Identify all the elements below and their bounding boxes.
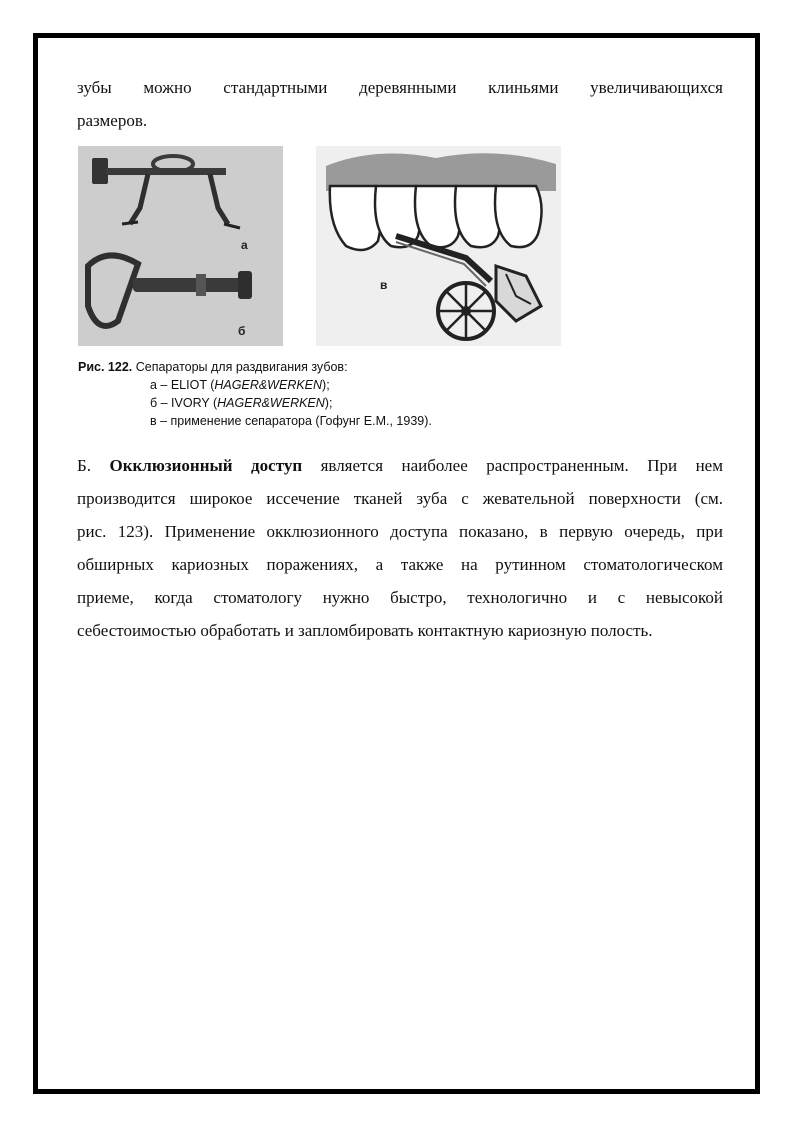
figure-label-a: а xyxy=(241,238,248,252)
paragraph-2-line-2: производится широкое иссечение тканей зуба с жевательной поверхности (см. xyxy=(77,489,723,508)
paragraph-2 xyxy=(77,449,723,647)
paragraph-1 xyxy=(77,71,723,137)
figure-caption-number: Рис. 122. xyxy=(78,360,133,374)
figure-122 xyxy=(78,146,568,436)
figure-caption-b: б – IVORY (HAGER&WERKEN); xyxy=(150,396,333,410)
figure-caption-title xyxy=(78,360,348,374)
figure-caption-c: в – применение сепаратора (Гофунг Е.М., 1939). xyxy=(150,414,432,428)
figure-caption-a: а – ELIOT (HAGER&WERKEN); xyxy=(150,378,330,392)
teeth-separator-illustration-icon xyxy=(316,146,561,346)
paragraph-2-line-1: Б. Окклюзионный доступ является наиболее распространенным. При нем xyxy=(77,456,723,475)
figure-label-c: в xyxy=(380,278,388,292)
paragraph-2-line-5: приеме, когда стоматологу нужно быстро, технологично и с невысокой xyxy=(77,588,723,607)
separator-application-drawing xyxy=(316,146,561,346)
figure-label-b: б xyxy=(238,324,246,338)
paragraph-1-line-2: размеров. xyxy=(77,111,148,130)
paragraph-1-line-1: зубы можно стандартными деревянными клиньями увеличивающихся xyxy=(77,78,723,97)
figure-caption-text: Сепараторы для раздвигания зубов: xyxy=(135,360,348,374)
separator-photo-eliot-ivory xyxy=(78,146,283,346)
paragraph-2-line-4: обширных кариозных поражениях, а также на рутинном стоматологическом xyxy=(77,555,723,574)
separators-illustration-icon xyxy=(78,146,283,346)
bold-term: Окклюзионный доступ xyxy=(109,456,303,475)
paragraph-2-line-3: рис. 123). Применение окклюзионного доступа показано, в первую очередь, при xyxy=(77,522,723,541)
paragraph-2-line-6: себестоимостью обработать и запломбировать контактную кариозную полость. xyxy=(77,621,653,640)
